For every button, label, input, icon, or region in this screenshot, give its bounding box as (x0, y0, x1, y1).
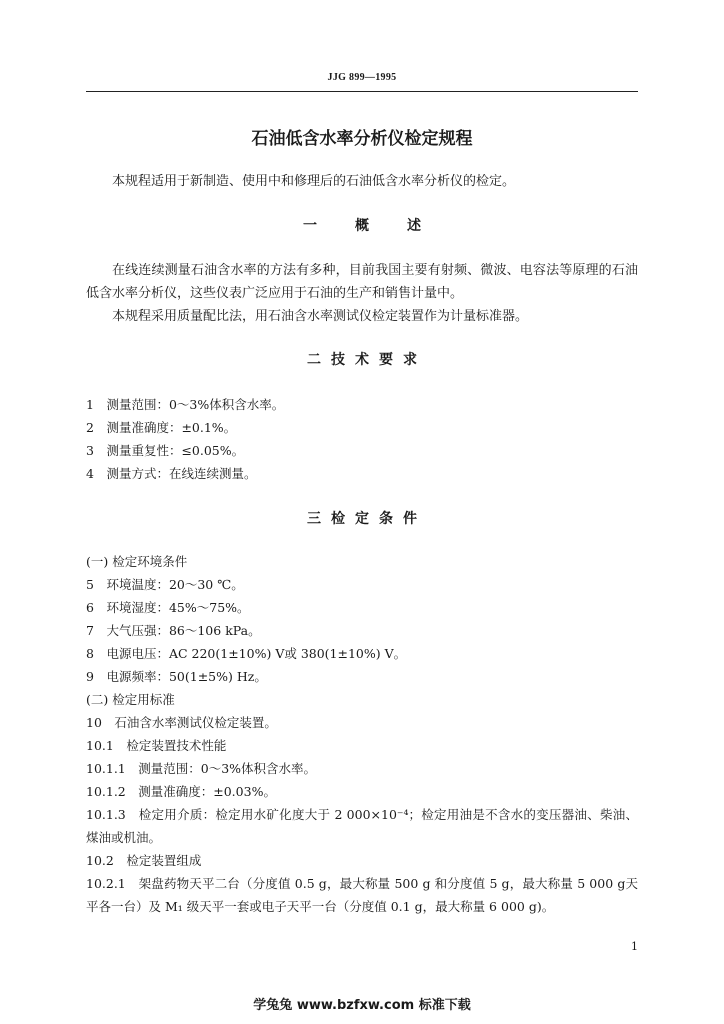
list-item: (二) 检定用标准 (86, 692, 175, 707)
page-number: 1 (631, 940, 638, 953)
list-item: 10.1.2 测量准确度：±0.03%。 (86, 784, 276, 799)
list-item: 2 测量准确度：±0.1%。 (86, 420, 237, 435)
list-item: 9 电源频率：50(1±5%) Hz。 (86, 669, 267, 684)
section-heading-technical-requirements: 二技术要求 (307, 352, 427, 368)
overview-paragraph-1: 在线连续测量石油含水率的方法有多种，目前我国主要有射频、微波、电容法等原理的石油低含水率分析仪，这些仪表广泛应用于石油的生产和销售计量中。 (86, 263, 638, 301)
overview-paragraph-2: 本规程采用质量配比法，用石油含水率测试仪检定装置作为计量标准器。 (112, 309, 529, 324)
header-divider (86, 91, 638, 92)
list-item: 3 测量重复性：≤0.05%。 (86, 443, 245, 458)
list-item: 10.1 检定装置技术性能 (86, 738, 227, 753)
list-item: 10 石油含水率测试仪检定装置。 (86, 715, 277, 730)
verification-conditions-list (86, 550, 638, 918)
list-item: 10.1.3 检定用介质：检定用水矿化度大于 2 000×10⁻⁴；检定用油是不含水的变压器油、柴油、煤油或机油。 (86, 807, 638, 845)
list-item: 6 环境湿度：45%～75%。 (86, 600, 250, 615)
section-heading-verification-conditions: 三检定条件 (307, 511, 427, 527)
list-item: 8 电源电压：AC 220(1±10%) V或 380(1±10%) V。 (86, 646, 407, 661)
standard-code: JJG 899—1995 (327, 72, 397, 83)
technical-requirements-list (86, 393, 638, 485)
document-title: 石油低含水率分析仪检定规程 (251, 129, 473, 149)
intro-paragraph: 本规程适用于新制造、使用中和修理后的石油低含水率分析仪的检定。 (112, 174, 516, 189)
list-item: 10.2 检定装置组成 (86, 853, 202, 868)
section-heading-overview: 一概述 (303, 218, 459, 234)
list-item: 10.2.1 架盘药物天平二台（分度值 0.5 g，最大称量 500 g 和分度值 5 g，最大称量 5 000 g天平各一台）及 M₁ 级天平一套或电子天平一台（分度值 0.1 g，最大称量 6 000 g)。 (86, 876, 638, 914)
list-item: (一) 检定环境条件 (86, 554, 188, 569)
list-item: 10.1.1 测量范围：0～3%体积含水率。 (86, 761, 317, 776)
list-item: 5 环境温度：20～30 ℃。 (86, 577, 244, 592)
list-item: 4 测量方式：在线连续测量。 (86, 466, 257, 481)
list-item: 1 测量范围：0～3%体积含水率。 (86, 397, 285, 412)
list-item: 7 大气压强：86～106 kPa。 (86, 623, 261, 638)
footer-watermark-text: 学兔兔 www.bzfxw.com 标准下载 (253, 998, 471, 1013)
